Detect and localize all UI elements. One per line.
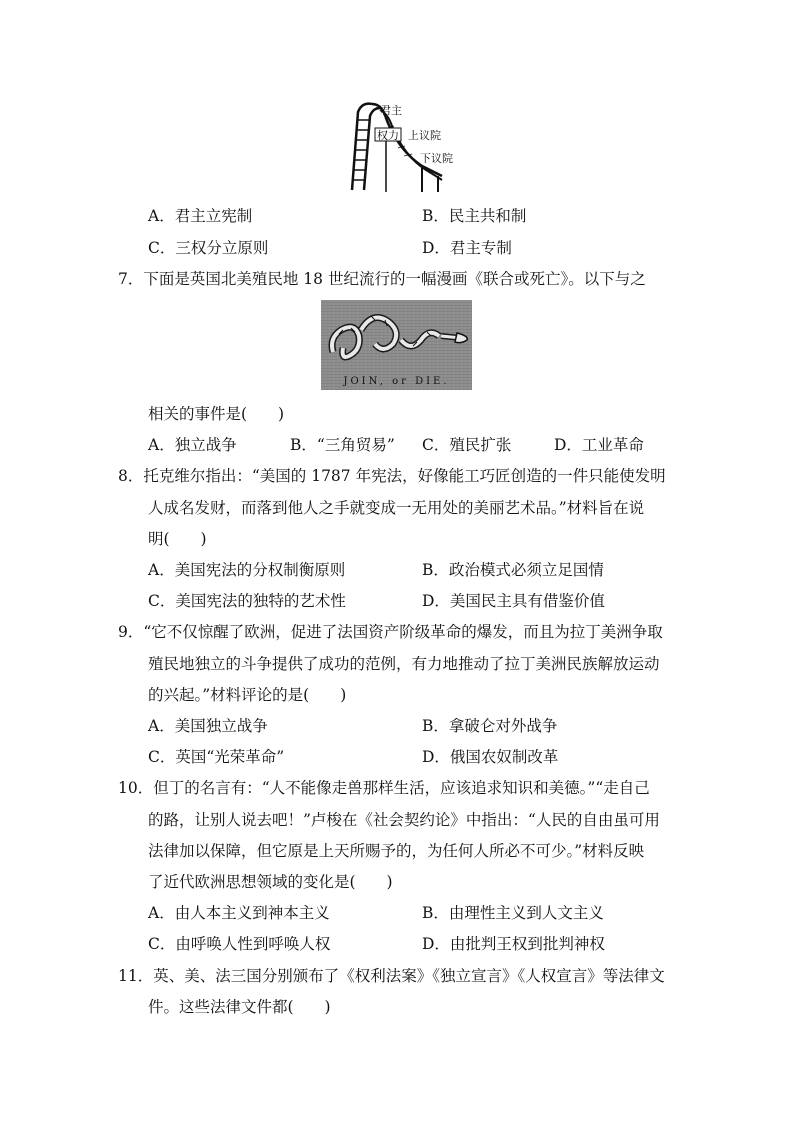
q8-option-a: A．美国宪法的分权制衡原则 (148, 561, 346, 579)
label-monarch: 君主 (380, 104, 402, 117)
q10-stem-line4: 了近代欧洲思想领域的变化是( ) (148, 873, 393, 891)
q6-option-d: D．君主专制 (422, 239, 512, 257)
q6-option-c: C．三权分立原则 (148, 239, 269, 257)
q9-option-d: D．俄国农奴制改革 (422, 748, 559, 766)
q7-stem-line1: 7．下面是英国北美殖民地 18 世纪流行的一幅漫画《联合或死亡》。以下与之 (118, 270, 646, 288)
q9-stem-line3: 的兴起。”材料评论的是( ) (148, 686, 347, 704)
q9-stem-line1: 9．“它不仅惊醒了欧洲，促进了法国资产阶级革命的爆发，而且为拉丁美洲争取 (118, 623, 663, 641)
cartoon-caption: JOIN, or DIE. (343, 376, 450, 387)
label-lower-house: 下议院 (420, 152, 453, 165)
q10-stem-line1: 10．但丁的名言有：“人不能像走兽那样生活，应该追求知识和美德。”“走自己 (118, 779, 650, 797)
q10-option-b: B．由理性主义到人文主义 (422, 904, 604, 922)
q7-option-c: C．殖民扩张 (422, 436, 512, 454)
q10-stem-line3: 法律加以保障，但它原是上天所赐予的，为任何人所必不可少。”材料反映 (148, 842, 645, 860)
slide-drawing (342, 100, 464, 195)
q7-option-d: D．工业革命 (554, 436, 644, 454)
q8-option-b: B．政治模式必须立足国情 (422, 561, 604, 579)
q11-stem-line1: 11．英、美、法三国分别颁布了《权利法案》《独立宣言》《人权宣言》等法律文 (118, 967, 665, 985)
q7-stem-line2: 相关的事件是( ) (148, 405, 285, 423)
q8-option-c: C．美国宪法的独特的艺术性 (148, 592, 346, 610)
q7-option-b: B．“三角贸易” (290, 436, 395, 454)
label-upper-house: 上议院 (408, 129, 441, 142)
label-power: 权力 (377, 129, 399, 142)
q9-option-a: A．美国独立战争 (148, 717, 268, 735)
q10-option-c: C．由呼唤人性到呼唤人权 (148, 935, 331, 953)
q8-stem-line2: 人成名发财，而落到他人之手就变成一无用处的美丽艺术品。”材料旨在说 (148, 499, 645, 517)
q9-option-c: C．英国“光荣革命” (148, 748, 285, 766)
join-or-die-cartoon (321, 300, 472, 390)
q10-stem-line2: 的路，让别人说去吧！”卢梭在《社会契约论》中指出：“人民的自由虽可用 (148, 811, 660, 829)
q9-option-b: B．拿破仑对外战争 (422, 717, 558, 735)
slide-diagram-figure (342, 100, 464, 195)
q8-stem-line3: 明( ) (148, 530, 207, 548)
q6-option-a: A．君主立宪制 (148, 207, 253, 225)
q10-option-a: A．由人本主义到神本主义 (148, 904, 330, 922)
q9-stem-line2: 殖民地独立的斗争提供了成功的范例，有力地推动了拉丁美洲民族解放运动 (148, 655, 660, 673)
q7-option-a: A．独立战争 (148, 436, 237, 454)
q11-stem-line2: 件。这些法律文件都( ) (148, 998, 331, 1016)
q8-stem-line1: 8．托克维尔指出：“美国的 1787 年宪法，好像能工巧匠创造的一件只能使发明 (118, 467, 666, 485)
q10-option-d: D．由批判王权到批判神权 (422, 935, 605, 953)
q6-option-b: B．民主共和制 (422, 207, 527, 225)
q8-option-d: D．美国民主具有借鉴价值 (422, 592, 605, 610)
